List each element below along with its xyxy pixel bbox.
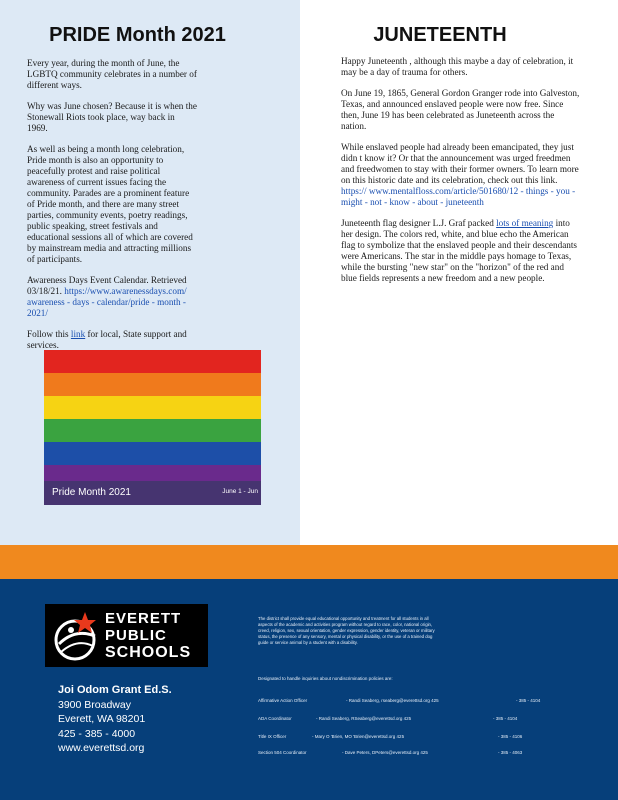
officer-role: Affirmative Action Officer (258, 698, 308, 703)
officer-role: Section 504 Coordinator (258, 750, 307, 755)
logo-line-schools: SCHOOLS (105, 644, 192, 661)
juneteenth-p4-after: into her design. The colors red, white, and blue echo the American flag to symbolize that the enslaved people and their descendants were Americans. The star in the middle pays homage to Texas, while the bursting "new star" on the "horizon" of the red and blue fields represents a new freedom and a new people. (341, 218, 577, 283)
pride-citation (27, 275, 197, 319)
juneteenth-meaning-link[interactable]: lots of meaning (496, 218, 554, 228)
pride-paragraph-follow (27, 329, 197, 351)
pride-body (27, 58, 197, 361)
officers-heading: Designated to handle inquiries about nondiscrimination policies are: (258, 676, 393, 681)
officer-name: - Mary O 'Brien, MO 'Brien@everettsd.org 425 (312, 734, 405, 739)
juneteenth-body (341, 56, 581, 294)
juneteenth-p4-before: Juneteenth flag designer L.J. Graf packed (341, 218, 497, 228)
flag-caption-bar (44, 481, 261, 505)
pride-citation-text: Awareness Days Event Calendar. Retrieved 03/18/21. (27, 275, 187, 296)
officer-name: - Randi Seaberg, RSeaberg@everettsd.org 425 (316, 716, 412, 721)
contact-name: Joi Odom Grant Ed.S. (58, 684, 172, 696)
juneteenth-paragraph-3 (341, 142, 581, 208)
flag-caption-title: Pride Month 2021 (52, 487, 131, 498)
flag-stripe (44, 442, 261, 465)
contact-block (58, 683, 172, 756)
flag-stripe (44, 373, 261, 396)
flag-stripe (44, 350, 261, 373)
address-line-2: Everett, WA 98201 (58, 713, 146, 725)
logo-line-public: PUBLIC (105, 627, 167, 644)
officer-phone: - 385 - 4104 (516, 698, 541, 703)
juneteenth-article-url[interactable]: https:// www.mentalfloss.com/article/501680/12 - things - you - might - not - know - about - juneteenth (341, 186, 576, 207)
flag-caption-date: June 1 - Jun (222, 488, 258, 495)
officer-name: - Dave Peters, DPeters@everettsd.org 425 (342, 750, 428, 755)
juneteenth-paragraph-4 (341, 218, 581, 284)
pride-paragraph-2: Why was June chosen? Because it is when the Stonewall Riots took place, way back in 1969. (27, 101, 197, 133)
everett-logo (45, 604, 208, 667)
flag-stripe (44, 419, 261, 442)
juneteenth-paragraph-3-text: While enslaved people had already been emancipated, they just didn t know it? Or that the announcement was urged freedmen and freedwomen to stay with their former owners. To learn more on this historic date and its celebration, check out this link. (341, 142, 579, 185)
officer-phone: - 385 - 4104 (493, 716, 518, 721)
pride-support-link[interactable]: link (70, 329, 86, 339)
juneteenth-title: JUNETEENTH (373, 24, 507, 46)
pride-flag-image (44, 350, 261, 505)
officer-phone: - 385 - 4106 (498, 734, 523, 739)
pride-paragraph-3: As well as being a month long celebration, Pride month is also an opportunity to peacefully protest and raise political awareness of current issues facing the community. Parades are a prominent feature of Pride month, and there are many street parties, community events, poetry readings, public speaking, street festivals and educational sessions all of which are covered by mainstream media and attracting millions of participants. (27, 144, 193, 264)
nondiscrimination-notice: The district shall provide equal educational opportunity and treatment for all students in all aspects of the academic and activities program without regard to race, color, national origin, creed, religion, sex, sexual orientation, gender expression, gender identity, veteran or military status, the presence of any sensory, mental or physical disability, or the use of a trained dog guide or service animal by a student with a disability. (258, 616, 435, 645)
pride-paragraph-1: Every year, during the month of June, the LGBTQ community celebrates in a number of different ways. (27, 58, 197, 90)
officer-phone: - 385 - 4063 (498, 750, 523, 755)
officer-name: - Randi Seaberg, rseaberg@everettsd.org 425 (346, 698, 439, 703)
officer-role: ADA Coordinator (258, 716, 292, 721)
flag-stripe (44, 396, 261, 419)
pride-follow-before: Follow this (27, 329, 71, 339)
globe-star-icon (49, 610, 101, 662)
officer-role: Title IX Officer (258, 734, 287, 739)
address-line-1: 3900 Broadway (58, 698, 131, 711)
phone-number: 425 - 385 - 4000 (58, 727, 136, 740)
juneteenth-paragraph-2: On June 19, 1865, General Gordon Granger rode into Galveston, Texas, and announced enslaved people were now free. Since then, June 19 has been celebrated as Juneteenth across the nation. (341, 88, 580, 131)
pride-follow-after: for local, State support and services. (27, 329, 187, 350)
pride-citation-url[interactable]: https://www.awarenessdays.com/ awareness - days - calendar/pride - month - 2021/ (27, 286, 187, 318)
orange-divider-band (0, 545, 618, 579)
juneteenth-paragraph-1: Happy Juneteenth , although this maybe a day of celebration, it may be a day of trauma for others. (341, 56, 574, 77)
pride-title: PRIDE Month 2021 (49, 24, 226, 46)
website-link[interactable]: www.everettsd.org (58, 742, 145, 754)
logo-line-everett: EVERETT (105, 610, 182, 627)
